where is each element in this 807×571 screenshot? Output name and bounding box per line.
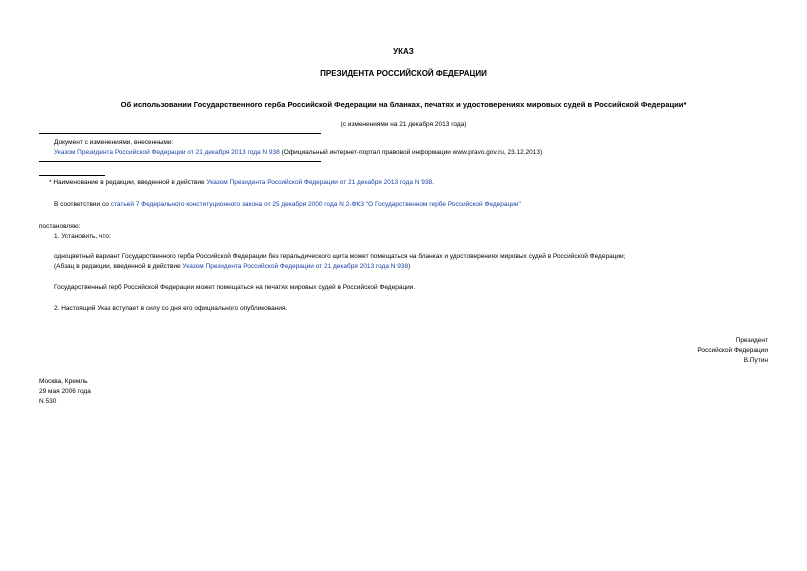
paragraph-1-note	[54, 262, 410, 271]
header-divider	[39, 133, 321, 134]
paragraph-1-decree-link[interactable]: Указом Президента Российской Федерации от 21 декабря 2013 года N 938	[182, 263, 409, 270]
footnote-prefix: * Наименование в редакции, введенной в действие	[49, 179, 207, 186]
doc-changes-label: Документ с изменениями, внесенными:	[54, 139, 174, 146]
decree-issuer: ПРЕЗИДЕНТА РОССИЙСКОЙ ФЕДЕРАЦИИ	[320, 69, 487, 78]
footnote-decree-link[interactable]: Указом Президента Российской Федерации от 21 декабря 2013 года N 938	[206, 179, 433, 186]
decree-subject: Об использовании Государственного герба Российской Федерации на бланках, печатях и удостоверениях мировых судей в Российской Федерации*	[120, 100, 687, 109]
preamble-prefix: В соответствии со	[54, 201, 111, 208]
preamble	[54, 200, 521, 209]
amending-decree-link[interactable]: Указом Президента Российской Федерации от 21 декабря 2013 года N 938	[54, 149, 280, 156]
doc-changes-line	[54, 148, 542, 157]
paragraph-2: Государственный герб Российской Федерации может помещаться на печатях мировых судей в Российской Федерации.	[54, 284, 416, 291]
decree-title: УКАЗ	[393, 47, 414, 56]
footnote-suffix: .	[432, 179, 434, 186]
publication-source: (Официальный интернет-портал правовой информации www.pravo.gov.ru, 23.12.2013)	[279, 149, 543, 156]
decree-word: постановляю:	[39, 223, 81, 230]
signature-title: Президент	[735, 337, 768, 344]
footnote-divider	[39, 175, 105, 176]
paragraph-1: одноцветный вариант Государственного герба Российской Федерации без геральдического щита может помещаться на бланках и удостоверениях мировых судей в Российской Федерации;	[54, 253, 626, 260]
item-1: 1. Установить, что:	[54, 233, 111, 240]
date: 29 мая 2006 года	[39, 388, 91, 395]
signature-country: Российской Федерации	[697, 347, 768, 354]
decree-number: N 530	[39, 398, 57, 405]
paragraph-1-note-prefix: (Абзац в редакции, введенной в действие	[54, 263, 183, 270]
signature-name: В.Путин	[743, 357, 768, 364]
amendment-note: (с изменениями на 21 декабря 2013 года)	[340, 121, 467, 128]
footnote	[49, 178, 434, 187]
item-2: 2. Настоящий Указ вступает в силу со дня его официального опубликования.	[54, 305, 288, 312]
paragraph-1-note-suffix: )	[408, 263, 411, 270]
place: Москва, Кремль	[39, 378, 88, 385]
changes-divider	[39, 161, 321, 162]
constitutional-law-link[interactable]: статьей 7 Федерального конституционного закона от 25 декабря 2000 года N 2-ФКЗ "О Государственном гербе Российской Федерации"	[110, 201, 521, 208]
